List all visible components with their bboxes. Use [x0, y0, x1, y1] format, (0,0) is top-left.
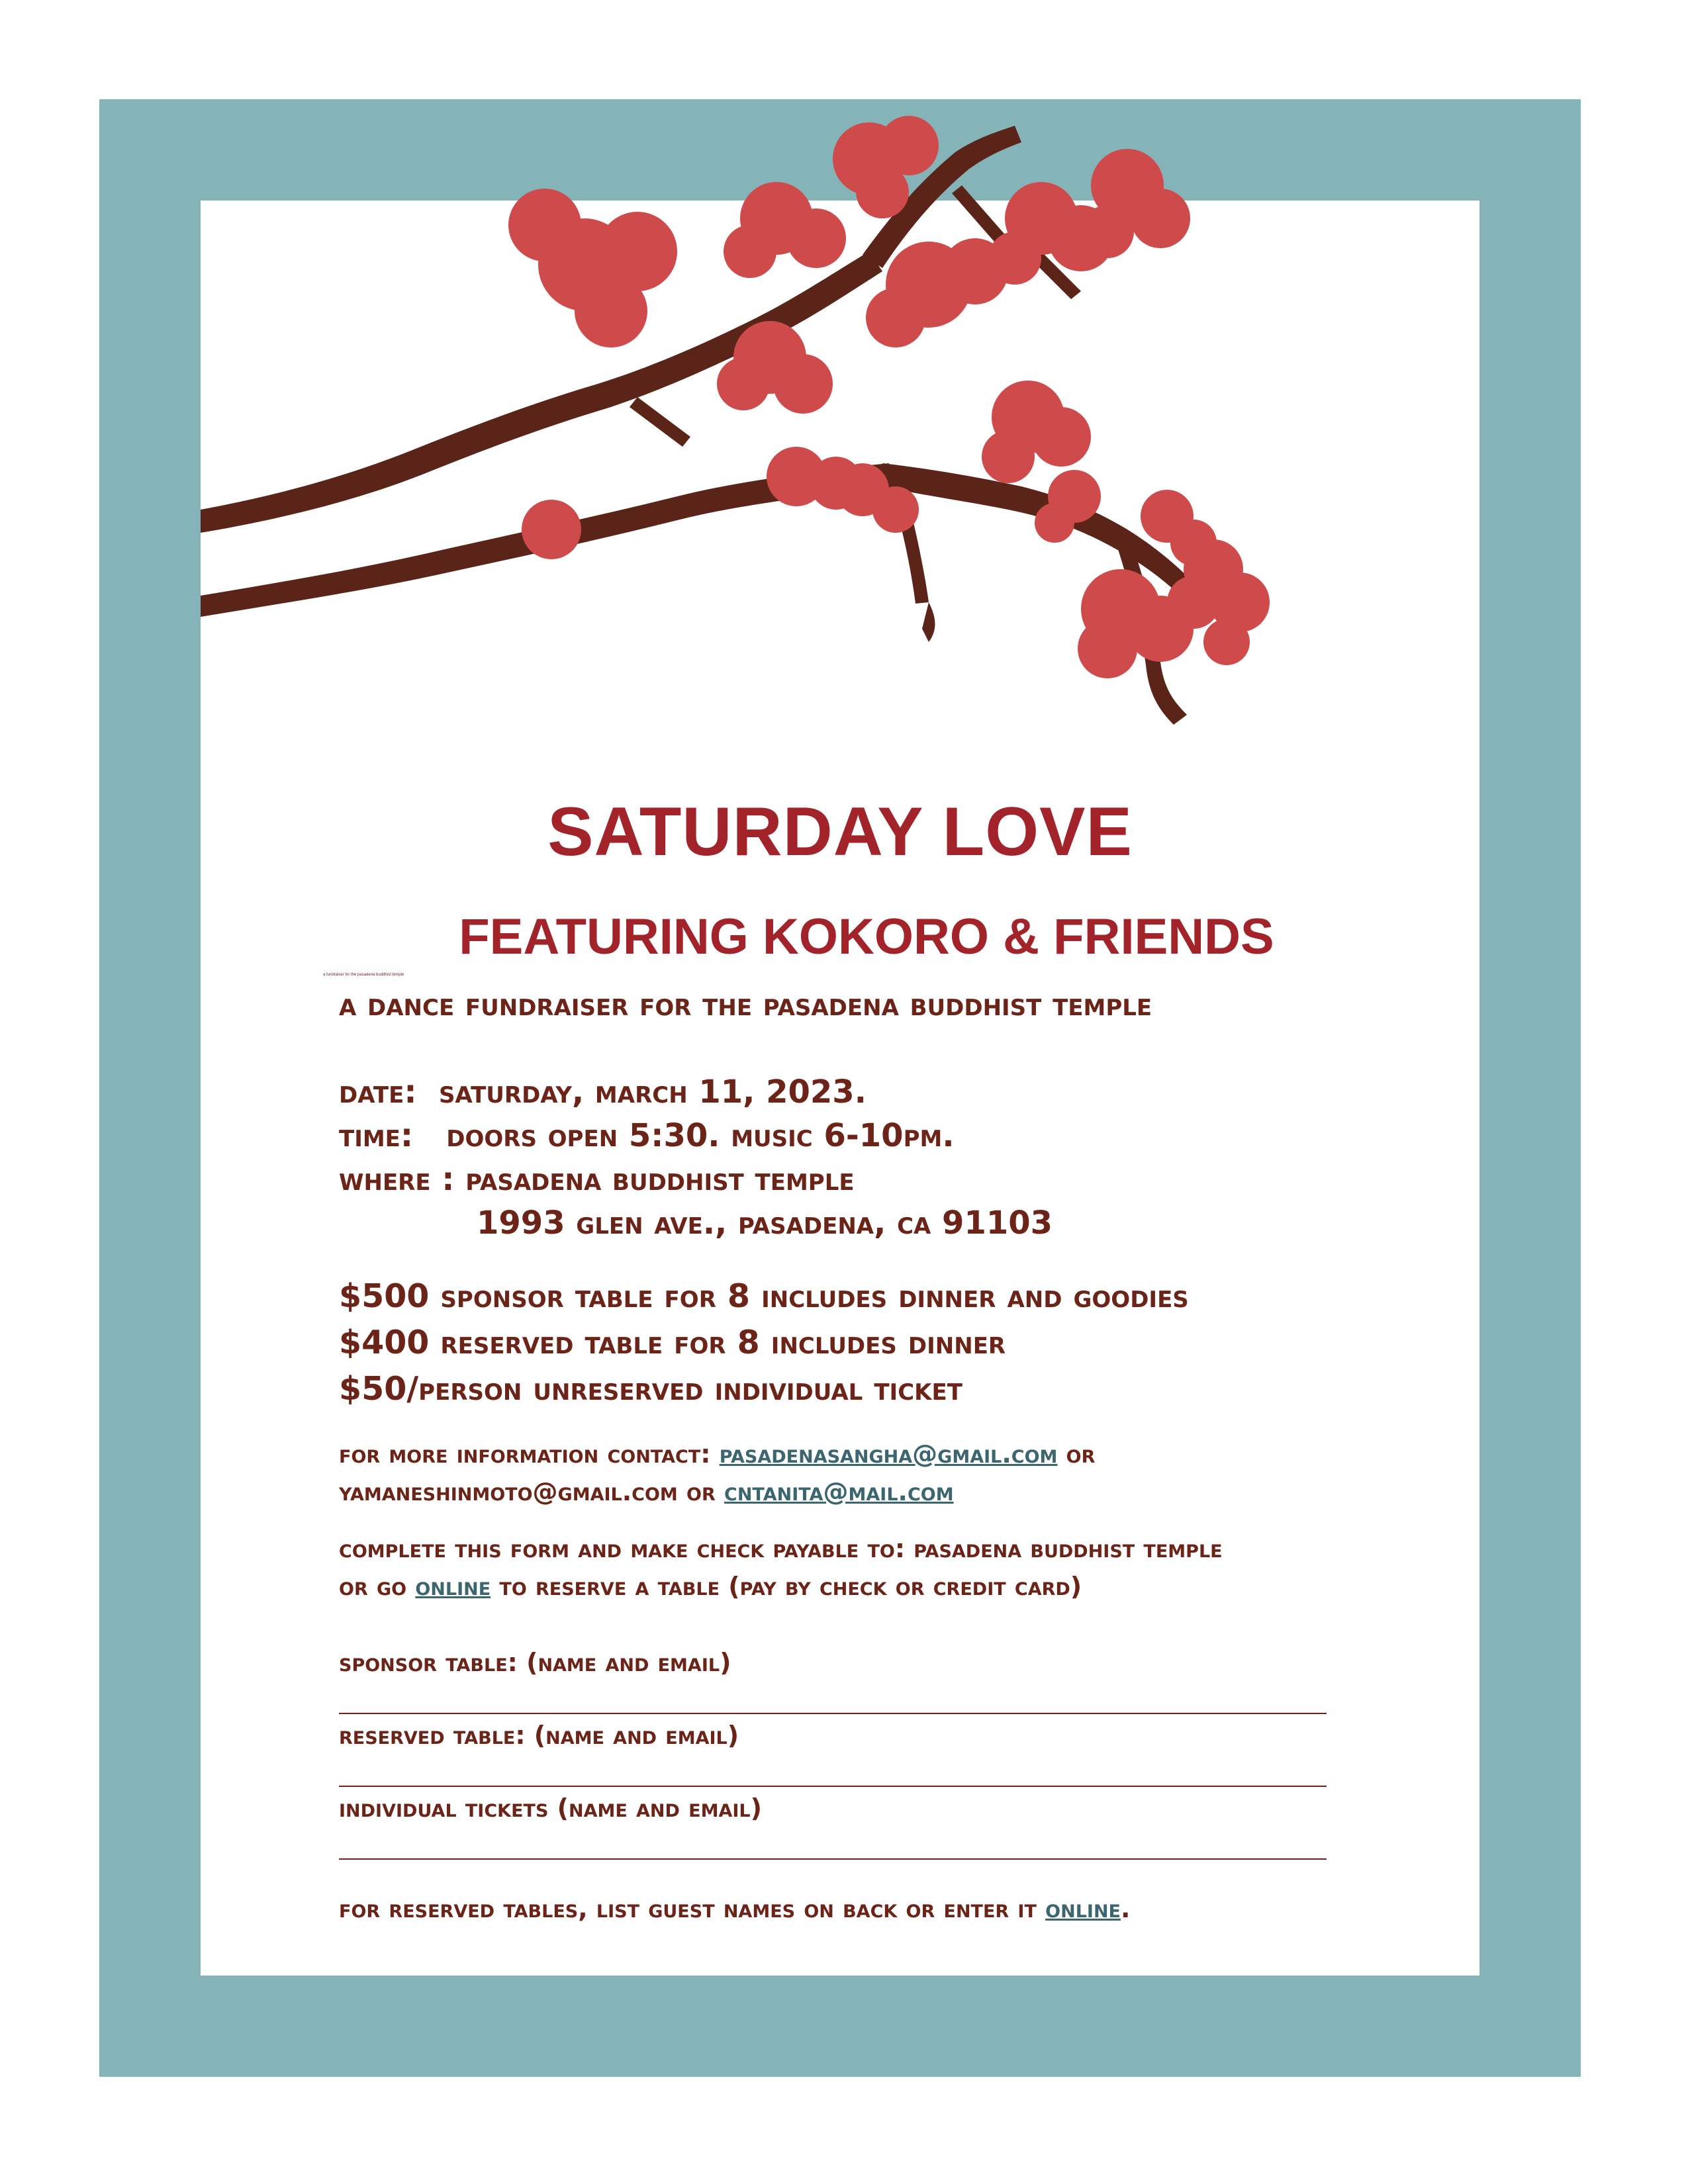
event-subtitle: FEATURING KOKORO & FRIENDS [459, 909, 1274, 965]
email-yamaneshinmoto: yamaneshinmoto@gmail.com [339, 1477, 678, 1506]
date-label: date: [339, 1073, 417, 1111]
email-link-pasadenasangha[interactable]: pasadenasangha@gmail.com [719, 1439, 1058, 1469]
footer-online-link[interactable]: online [1045, 1894, 1121, 1923]
intro-line: a dance fundraiser for the pasadena buddhist temple [339, 986, 1152, 1023]
time-label: time: [339, 1117, 414, 1154]
tiny-note: a fundraiser for the pasadena buddhist temple [323, 973, 404, 977]
contact-lead: for more information contact: [339, 1439, 711, 1469]
email-link-cntanita[interactable]: cntanita@mail.com [724, 1477, 954, 1506]
price-individual: $50/person unreserved individual ticket [339, 1370, 962, 1408]
reserved-table-field[interactable] [339, 1786, 1327, 1787]
cherry-blossom-branch-illustration [201, 106, 1286, 741]
online-link[interactable]: online [415, 1572, 491, 1601]
instructions-line-1: complete this form and make check payable to: pasadena buddhist temple [339, 1534, 1223, 1563]
price-sponsor: $500 sponsor table for 8 includes dinner and goodies [339, 1277, 1189, 1315]
price-reserved: $400 reserved table for 8 includes dinner [339, 1324, 1006, 1361]
contact-or-2: or [686, 1477, 716, 1506]
where-label: where : [339, 1161, 455, 1198]
footer-period: . [1120, 1894, 1131, 1923]
time-line [339, 1117, 955, 1154]
instructions-pre: or go [339, 1572, 407, 1601]
individual-tickets-label: individual tickets (name and email) [339, 1794, 762, 1823]
sponsor-table-field[interactable] [339, 1713, 1327, 1714]
contact-or-1: or [1066, 1439, 1096, 1469]
where-line-1: pasadena buddhist temple [465, 1161, 855, 1198]
reserved-table-label: reserved table: (name and email) [339, 1721, 739, 1750]
contact-line-1 [339, 1439, 1095, 1469]
date-value: saturday, march 11, 2023. [438, 1073, 867, 1111]
contact-line-2 [339, 1477, 954, 1506]
instructions-post: to reserve a table (pay by check or credit card) [499, 1572, 1082, 1601]
sponsor-table-label: sponsor table: (name and email) [339, 1648, 731, 1677]
where-line-2: 1993 glen ave., pasadena, ca 91103 [477, 1205, 1053, 1242]
individual-tickets-field[interactable] [339, 1858, 1327, 1860]
date-line [339, 1073, 867, 1111]
where-line [339, 1161, 855, 1198]
footer-text: for reserved tables, list guest names on back or enter it [339, 1894, 1037, 1923]
footer-line [339, 1894, 1130, 1923]
event-title: SATURDAY LOVE [547, 794, 1133, 870]
time-value: doors open 5:30. music 6-10pm. [446, 1117, 955, 1154]
instructions-line-2 [339, 1572, 1082, 1601]
